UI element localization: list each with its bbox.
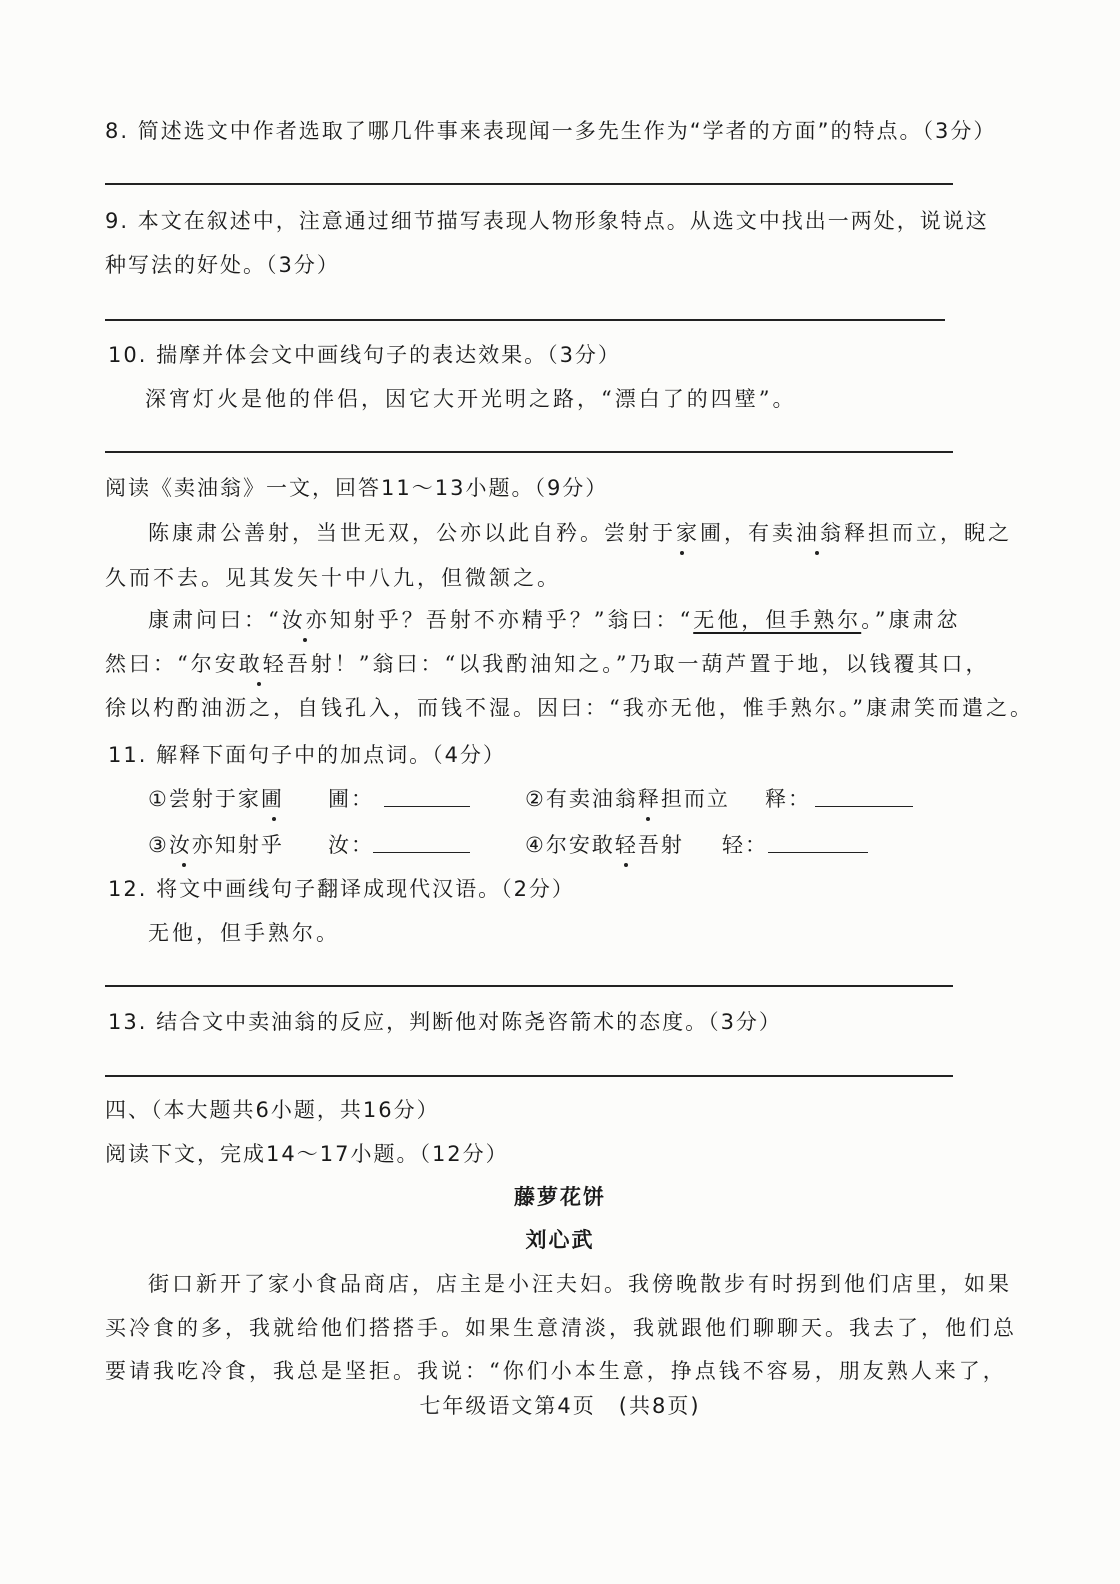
q11-item-1-sentence: ①尝射于家圃 bbox=[148, 787, 284, 811]
q11-item-3-blank bbox=[373, 852, 470, 853]
section-4-title: 四、（本大题共6小题，共16分） bbox=[105, 1098, 440, 1122]
emphasis-dot-item-1 bbox=[272, 817, 276, 821]
article-line-1: 街口新开了家小食品商店，店主是小汪夫妇。我傍晚散步有时拐到他们店里，如果 bbox=[148, 1272, 1012, 1296]
question-8: 8. 简述选文中作者选取了哪几件事来表现闻一多先生作为“学者的方面”的特点。（3分） bbox=[105, 119, 997, 143]
answer-line-q9 bbox=[105, 319, 945, 321]
q11-item-3-sentence: ③汝亦知射乎 bbox=[148, 833, 284, 857]
passage-line-1: 陈康肃公善射，当世无双，公亦以此自矜。尝射于家圃，有卖油翁释担而立，睨之 bbox=[148, 521, 1012, 545]
emphasis-dot-shi bbox=[815, 551, 819, 555]
q11-item-2-blank bbox=[815, 806, 913, 807]
passage-line-3-text-b: 。”康肃忿 bbox=[861, 608, 961, 632]
answer-line-q8 bbox=[105, 183, 953, 185]
answer-line-q12 bbox=[105, 985, 953, 987]
question-12: 12. 将文中画线句子翻译成现代汉语。（2分） bbox=[108, 877, 575, 901]
article-line-2: 买冷食的多，我就给他们搭搭手。如果生意清淡，我就跟他们聊聊天。我去了，他们总 bbox=[105, 1316, 1017, 1340]
question-10: 10. 揣摩并体会文中画线句子的表达效果。（3分） bbox=[108, 343, 621, 367]
passage-line-4: 然曰：“尔安敢轻吾射！”翁曰：“以我酌油知之。”乃取一葫芦置于地，以钱覆其口， bbox=[105, 652, 990, 676]
emphasis-dot-item-3 bbox=[182, 863, 186, 867]
question-12-quote: 无他，但手熟尔。 bbox=[148, 921, 340, 945]
question-9-line-2: 种写法的好处。（3分） bbox=[105, 253, 340, 277]
emphasis-dot-item-4 bbox=[624, 863, 628, 867]
q11-item-4-sentence: ④尔安敢轻吾射 bbox=[525, 833, 684, 857]
passage-line-2: 久而不去。见其发矢十中八九，但微颔之。 bbox=[105, 566, 561, 590]
question-10-quote: 深宵灯火是他的伴侣，因它大开光明之路，“漂白了的四壁”。 bbox=[145, 387, 797, 411]
article-title: 藤萝花饼 bbox=[514, 1185, 606, 1209]
passage-line-3-text-a: 康肃问曰：“汝亦知射乎？吾射不亦精乎？”翁曰：“ bbox=[148, 608, 694, 632]
question-9-line-1: 9. 本文在叙述中，注意通过细节描写表现人物形象特点。从选文中找出一两处，说说这 bbox=[105, 209, 989, 233]
emphasis-dot-pu bbox=[680, 551, 684, 555]
passage-line-3 bbox=[148, 605, 960, 635]
q11-item-1-blank bbox=[384, 806, 470, 807]
question-11-stem: 11. 解释下面句子中的加点词。（4分） bbox=[108, 743, 506, 767]
q11-item-4-blank bbox=[768, 852, 868, 853]
q11-item-2-word: 释： bbox=[765, 787, 811, 811]
article-author: 刘心武 bbox=[525, 1228, 595, 1252]
question-13: 13. 结合文中卖油翁的反应，判断他对陈尧咨箭术的态度。（3分） bbox=[108, 1010, 782, 1034]
emphasis-dot-qing bbox=[257, 682, 261, 686]
passage-line-5: 徐以杓酌油沥之，自钱孔入，而钱不湿。因曰：“我亦无他，惟手熟尔。”康肃笑而遣之。 bbox=[105, 696, 1034, 720]
underlined-sentence: 无他，但手熟尔 bbox=[693, 608, 862, 632]
section-3-intro: 阅读《卖油翁》一文，回答11～13小题。（9分） bbox=[105, 476, 609, 500]
emphasis-dot-item-2 bbox=[646, 817, 650, 821]
emphasis-dot-ru bbox=[303, 638, 307, 642]
q11-item-2-sentence: ②有卖油翁释担而立 bbox=[525, 787, 730, 811]
q11-item-3-word: 汝： bbox=[328, 833, 374, 857]
answer-line-q13 bbox=[105, 1075, 953, 1077]
q11-item-4-word: 轻： bbox=[722, 833, 768, 857]
section-4-intro: 阅读下文，完成14～17小题。（12分） bbox=[105, 1142, 509, 1166]
article-line-3: 要请我吃冷食，我总是坚拒。我说：“你们小本生意，挣点钱不容易，朋友熟人来了， bbox=[105, 1359, 1007, 1383]
answer-line-q10 bbox=[105, 451, 953, 453]
page-footer: 七年级语文第4页 (共8页) bbox=[419, 1394, 701, 1418]
q11-item-1-word: 圃： bbox=[328, 787, 374, 811]
